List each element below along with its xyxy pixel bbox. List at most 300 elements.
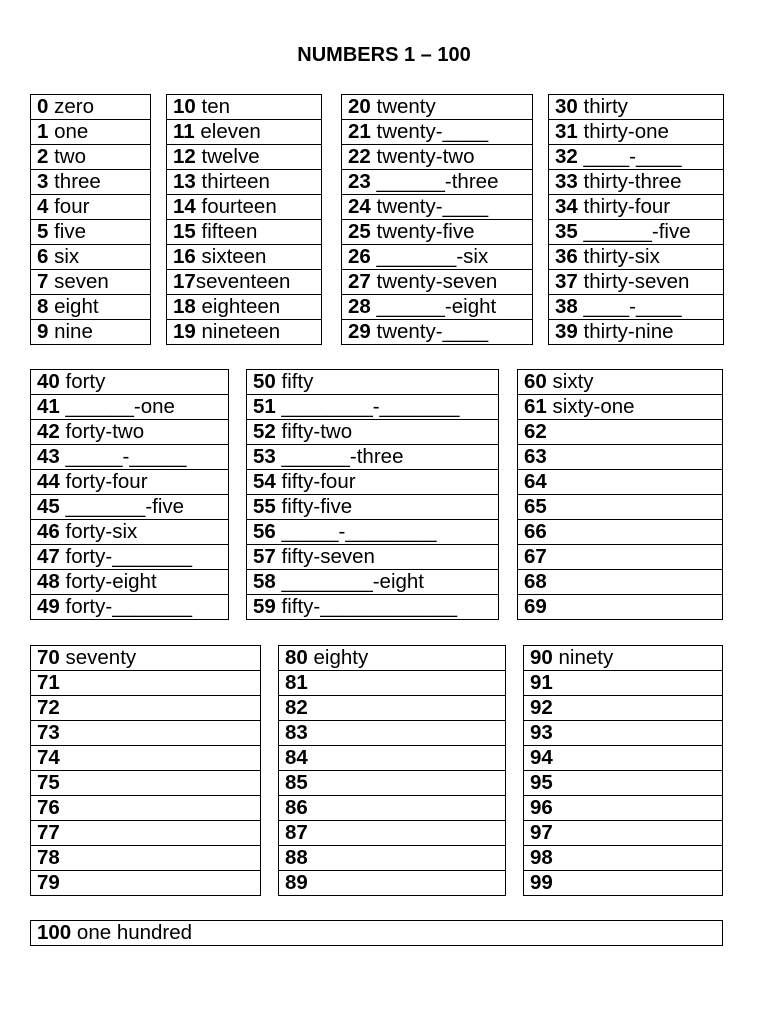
number-digit: 62 (524, 420, 547, 443)
number-digit: 71 (37, 671, 60, 694)
number-row (524, 696, 723, 721)
number-row (31, 545, 229, 570)
number-row (167, 95, 322, 120)
number-cell (524, 696, 723, 721)
number-digit: 59 (253, 595, 276, 618)
number-cell (279, 721, 506, 746)
number-word: fifty-four (275, 470, 356, 493)
number-cell (342, 220, 533, 245)
number-cell (524, 846, 723, 871)
number-row (518, 420, 723, 445)
number-cell (279, 696, 506, 721)
number-digit: 52 (253, 420, 276, 443)
number-digit: 70 (37, 646, 60, 669)
number-digit: 41 (37, 395, 60, 418)
number-row (167, 195, 322, 220)
number-row (31, 746, 261, 771)
number-digit: 39 (555, 320, 578, 343)
number-row (279, 671, 506, 696)
number-row (549, 145, 724, 170)
number-digit: 31 (555, 120, 578, 143)
number-cell (524, 871, 723, 896)
number-cell (31, 270, 151, 295)
number-digit: 54 (253, 470, 276, 493)
number-cell (549, 145, 724, 170)
number-row (549, 195, 724, 220)
number-digit: 94 (530, 746, 553, 769)
number-digit: 64 (524, 470, 547, 493)
number-word: twenty-____ (370, 120, 489, 143)
number-row (279, 821, 506, 846)
number-row (31, 646, 261, 671)
number-cell (247, 570, 499, 595)
numbers-table-30-39 (548, 94, 724, 345)
number-cell (247, 595, 499, 620)
number-word: ______-one (59, 395, 175, 418)
number-word: sixty (546, 370, 594, 393)
number-row (167, 295, 322, 320)
number-cell (31, 170, 151, 195)
number-row (549, 320, 724, 345)
number-digit: 93 (530, 721, 553, 744)
number-digit: 60 (524, 370, 547, 393)
number-digit: 83 (285, 721, 308, 744)
number-digit: 35 (555, 220, 578, 243)
number-digit: 1 (37, 120, 49, 143)
number-word: ______-three (370, 170, 499, 193)
number-row (549, 245, 724, 270)
number-word: _____-_____ (59, 445, 187, 468)
number-cell (549, 95, 724, 120)
number-row (247, 395, 499, 420)
number-word: ten (195, 95, 231, 118)
number-cell (279, 746, 506, 771)
number-row (247, 445, 499, 470)
number-cell (518, 495, 723, 520)
number-row (279, 721, 506, 746)
number-digit: 50 (253, 370, 276, 393)
number-digit: 47 (37, 545, 60, 568)
number-word: ______-eight (370, 295, 497, 318)
number-word: thirty-six (577, 245, 660, 268)
number-cell (524, 721, 723, 746)
number-word: ______-five (577, 220, 691, 243)
number-word: fifty-____________ (275, 595, 458, 618)
number-row (247, 420, 499, 445)
number-row (167, 320, 322, 345)
number-digit: 24 (348, 195, 371, 218)
number-digit: 3 (37, 170, 49, 193)
number-word: sixteen (195, 245, 267, 268)
number-digit: 100 (37, 921, 72, 944)
number-digit: 44 (37, 470, 60, 493)
numbers-table-20-29 (341, 94, 533, 345)
number-row (247, 545, 499, 570)
number-row (31, 420, 229, 445)
number-digit: 74 (37, 746, 60, 769)
number-digit: 27 (348, 270, 371, 293)
number-cell (549, 245, 724, 270)
number-word: _______-six (370, 245, 489, 268)
number-cell (31, 796, 261, 821)
number-cell (279, 871, 506, 896)
number-word: thirteen (195, 170, 270, 193)
number-cell (549, 220, 724, 245)
number-digit: 15 (173, 220, 196, 243)
number-cell (247, 545, 499, 570)
number-word: forty-four (59, 470, 148, 493)
number-cell (31, 570, 229, 595)
numbers-table-0-9 (30, 94, 151, 345)
number-row (524, 796, 723, 821)
number-word: five (48, 220, 87, 243)
number-cell (31, 195, 151, 220)
number-row (31, 370, 229, 395)
number-cell (279, 846, 506, 871)
number-row (342, 195, 533, 220)
numbers-table-40-49 (30, 369, 229, 620)
number-row (247, 595, 499, 620)
number-cell (524, 671, 723, 696)
number-word: forty-_______ (59, 545, 193, 568)
number-word: _______-five (59, 495, 185, 518)
number-row (31, 796, 261, 821)
numbers-table-80-89 (278, 645, 506, 896)
number-row (518, 470, 723, 495)
number-row (524, 771, 723, 796)
number-digit: 29 (348, 320, 371, 343)
number-row (31, 871, 261, 896)
number-digit: 22 (348, 145, 371, 168)
number-word: ______-three (275, 445, 404, 468)
number-row (279, 771, 506, 796)
number-row (31, 495, 229, 520)
number-row (342, 320, 533, 345)
number-digit: 33 (555, 170, 578, 193)
number-digit: 16 (173, 245, 196, 268)
number-cell (167, 270, 322, 295)
number-digit: 37 (555, 270, 578, 293)
number-digit: 58 (253, 570, 276, 593)
number-cell (31, 545, 229, 570)
number-cell (31, 395, 229, 420)
number-digit: 0 (37, 95, 49, 118)
number-word: three (48, 170, 101, 193)
number-row (31, 921, 723, 946)
number-word: eight (48, 295, 99, 318)
number-digit: 5 (37, 220, 49, 243)
number-word: thirty-three (577, 170, 682, 193)
number-digit: 65 (524, 495, 547, 518)
number-row (342, 145, 533, 170)
number-word: thirty-nine (577, 320, 674, 343)
number-row (31, 570, 229, 595)
number-cell (31, 445, 229, 470)
number-cell (167, 195, 322, 220)
number-digit: 76 (37, 796, 60, 819)
number-row (518, 445, 723, 470)
number-cell (549, 320, 724, 345)
number-word: forty-_______ (59, 595, 193, 618)
number-row (342, 245, 533, 270)
number-row (524, 671, 723, 696)
number-row (31, 195, 151, 220)
number-cell (279, 821, 506, 846)
number-word: fourteen (195, 195, 277, 218)
number-word: four (48, 195, 90, 218)
number-cell (342, 170, 533, 195)
number-word: thirty (577, 95, 628, 118)
number-digit: 13 (173, 170, 196, 193)
number-digit: 57 (253, 545, 276, 568)
number-row (524, 846, 723, 871)
number-digit: 42 (37, 420, 60, 443)
numbers-table-50-59 (246, 369, 499, 620)
number-cell (167, 220, 322, 245)
number-row (31, 95, 151, 120)
number-cell (342, 295, 533, 320)
number-row (518, 370, 723, 395)
number-cell (31, 595, 229, 620)
number-digit: 6 (37, 245, 49, 268)
number-cell (518, 595, 723, 620)
number-digit: 92 (530, 696, 553, 719)
number-word: ________-_______ (275, 395, 460, 418)
number-cell (524, 746, 723, 771)
number-cell (518, 470, 723, 495)
number-digit: 32 (555, 145, 578, 168)
number-row (31, 145, 151, 170)
number-cell (31, 420, 229, 445)
number-row (31, 721, 261, 746)
number-word: _____-________ (275, 520, 437, 543)
number-digit: 66 (524, 520, 547, 543)
number-digit: 77 (37, 821, 60, 844)
number-cell (31, 295, 151, 320)
number-word: fifty-two (275, 420, 353, 443)
numbers-table-90-99 (523, 645, 723, 896)
number-row (342, 95, 533, 120)
number-word: twenty-____ (370, 195, 489, 218)
number-cell (167, 145, 322, 170)
number-word: two (48, 145, 87, 168)
number-cell (31, 120, 151, 145)
number-row (31, 520, 229, 545)
number-word: fifty-five (275, 495, 353, 518)
number-digit: 61 (524, 395, 547, 418)
number-cell (524, 821, 723, 846)
number-row (247, 495, 499, 520)
number-digit: 78 (37, 846, 60, 869)
number-digit: 53 (253, 445, 276, 468)
page-title: NUMBERS 1 – 100 (297, 44, 471, 66)
number-cell (167, 320, 322, 345)
number-cell (518, 570, 723, 595)
number-cell (31, 871, 261, 896)
number-word: nineteen (195, 320, 281, 343)
number-row (524, 821, 723, 846)
number-cell (31, 145, 151, 170)
number-digit: 95 (530, 771, 553, 794)
number-word: twenty-seven (370, 270, 498, 293)
number-word: one hundred (71, 921, 193, 944)
number-cell (342, 320, 533, 345)
number-cell (342, 245, 533, 270)
number-row (247, 570, 499, 595)
number-digit: 25 (348, 220, 371, 243)
number-word: seventeen (195, 270, 291, 293)
number-row (518, 545, 723, 570)
number-digit: 49 (37, 595, 60, 618)
number-word: twenty-five (370, 220, 475, 243)
number-word: thirty-four (577, 195, 671, 218)
number-cell (279, 671, 506, 696)
number-cell (518, 520, 723, 545)
number-cell (31, 370, 229, 395)
number-digit: 2 (37, 145, 49, 168)
number-digit: 43 (37, 445, 60, 468)
number-row (31, 671, 261, 696)
number-word: six (48, 245, 80, 268)
number-digit: 9 (37, 320, 49, 343)
number-cell (342, 270, 533, 295)
number-digit: 67 (524, 545, 547, 568)
number-digit: 55 (253, 495, 276, 518)
number-cell (31, 671, 261, 696)
number-digit: 36 (555, 245, 578, 268)
number-digit: 38 (555, 295, 578, 318)
number-cell (31, 495, 229, 520)
number-row (167, 145, 322, 170)
number-cell (167, 95, 322, 120)
number-cell (549, 120, 724, 145)
number-digit: 79 (37, 871, 60, 894)
number-word: eighteen (195, 295, 281, 318)
number-row (279, 696, 506, 721)
number-cell (247, 520, 499, 545)
number-cell (167, 120, 322, 145)
number-digit: 69 (524, 595, 547, 618)
number-cell (279, 796, 506, 821)
number-cell (549, 295, 724, 320)
number-word: forty-eight (59, 570, 157, 593)
number-cell (524, 771, 723, 796)
number-cell (31, 470, 229, 495)
number-row (31, 220, 151, 245)
number-cell (31, 95, 151, 120)
number-cell (342, 195, 533, 220)
number-digit: 85 (285, 771, 308, 794)
number-cell (31, 846, 261, 871)
numbers-table-10-19 (166, 94, 322, 345)
number-cell (247, 420, 499, 445)
number-row (524, 746, 723, 771)
number-row (549, 220, 724, 245)
number-row (31, 771, 261, 796)
number-cell (518, 545, 723, 570)
number-word: one (48, 120, 89, 143)
number-digit: 98 (530, 846, 553, 869)
number-digit: 88 (285, 846, 308, 869)
number-digit: 81 (285, 671, 308, 694)
number-cell (31, 320, 151, 345)
number-row (167, 170, 322, 195)
number-row (342, 120, 533, 145)
number-digit: 75 (37, 771, 60, 794)
number-row (31, 170, 151, 195)
number-row (279, 846, 506, 871)
number-cell (518, 395, 723, 420)
number-row (31, 295, 151, 320)
number-cell (247, 470, 499, 495)
number-row (518, 395, 723, 420)
number-digit: 20 (348, 95, 371, 118)
number-cell (167, 245, 322, 270)
number-word: eleven (194, 120, 261, 143)
number-word: forty-six (59, 520, 138, 543)
number-row (279, 746, 506, 771)
number-digit: 96 (530, 796, 553, 819)
number-word: nine (48, 320, 93, 343)
number-word: twelve (195, 145, 260, 168)
number-row (167, 270, 322, 295)
number-cell (31, 771, 261, 796)
number-row (549, 270, 724, 295)
number-digit: 26 (348, 245, 371, 268)
number-word: fifteen (195, 220, 258, 243)
number-cell (31, 821, 261, 846)
number-cell (342, 120, 533, 145)
numbers-table-60-69 (517, 369, 723, 620)
number-digit: 8 (37, 295, 49, 318)
number-row (247, 470, 499, 495)
number-word: twenty-two (370, 145, 475, 168)
number-row (167, 120, 322, 145)
number-cell (549, 195, 724, 220)
number-word: fifty (275, 370, 314, 393)
number-cell (549, 270, 724, 295)
number-digit: 56 (253, 520, 276, 543)
number-row (342, 270, 533, 295)
number-digit: 10 (173, 95, 196, 118)
number-word: fifty-seven (275, 545, 375, 568)
number-digit: 72 (37, 696, 60, 719)
number-digit: 99 (530, 871, 553, 894)
number-row (342, 170, 533, 195)
number-digit: 34 (555, 195, 578, 218)
number-row (31, 821, 261, 846)
number-digit: 11 (173, 120, 195, 143)
number-cell (524, 646, 723, 671)
number-cell (247, 370, 499, 395)
number-row (31, 445, 229, 470)
number-cell (247, 495, 499, 520)
number-digit: 87 (285, 821, 308, 844)
number-row (549, 170, 724, 195)
number-digit: 48 (37, 570, 60, 593)
number-cell (31, 245, 151, 270)
number-digit: 28 (348, 295, 371, 318)
number-digit: 97 (530, 821, 553, 844)
number-digit: 84 (285, 746, 308, 769)
number-cell (31, 746, 261, 771)
number-word: twenty-____ (370, 320, 489, 343)
number-row (247, 520, 499, 545)
number-row (524, 871, 723, 896)
number-row (279, 646, 506, 671)
number-cell (31, 646, 261, 671)
number-row (31, 270, 151, 295)
